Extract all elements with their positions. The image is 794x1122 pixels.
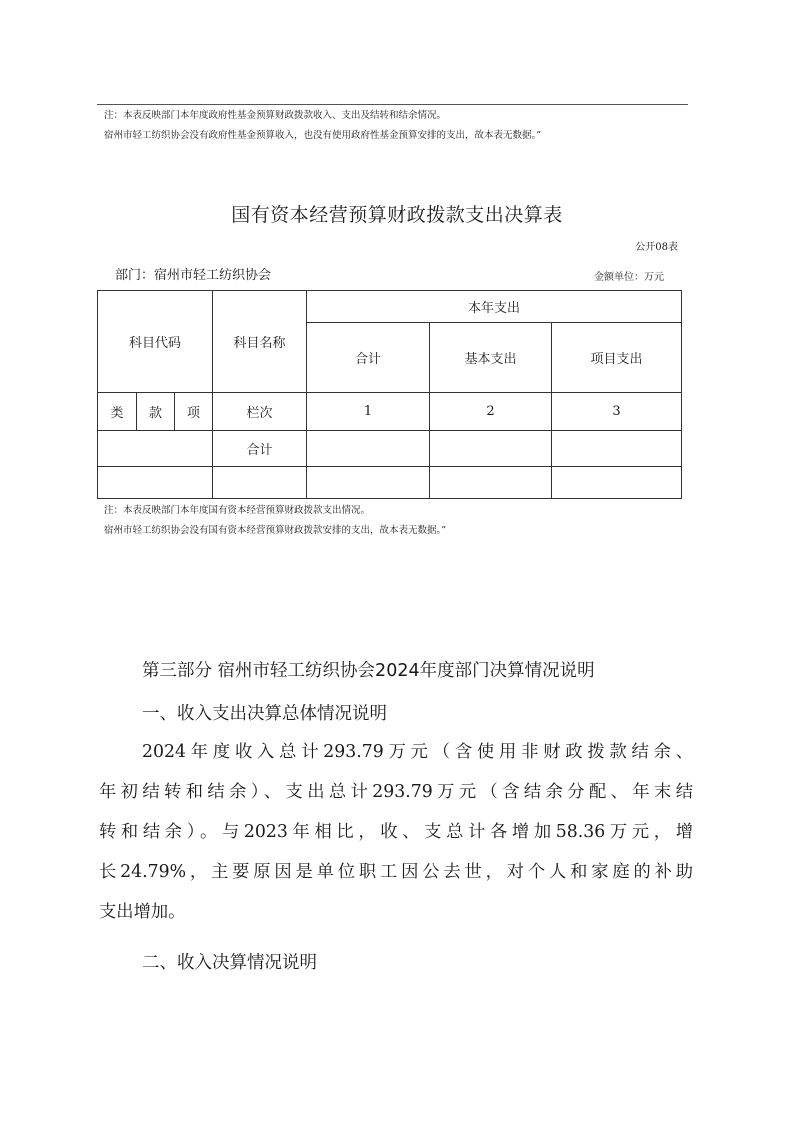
table-row: [98, 431, 682, 467]
table-title: 国有资本经营预算财政拨款支出决算表: [231, 204, 563, 226]
table-note-1: 注：本表反映部门本年度国有资本经营预算财政拨款支出情况。: [104, 505, 371, 516]
paragraph-line: 长24.79%，主要原因是单位职工因公去世，对个人和家庭的补助: [99, 862, 693, 882]
row-basic-cell: [430, 467, 552, 499]
header-basic-expenditure: 基本支出: [430, 323, 552, 393]
paragraph-line: 2024年度收入总计293.79万元（含使用非财政拨款结余、: [142, 742, 693, 762]
department-label: 部门：宿州市轻工纺织协会: [115, 268, 272, 283]
header-item: 项: [175, 393, 213, 431]
header-column-no: 栏次: [213, 393, 307, 431]
header-current-year-expenditure: 本年支出: [307, 291, 682, 323]
row-code-cell: [98, 467, 213, 499]
prev-note-2: 宿州市轻工纺织协会没有政府性基金预算收入，也没有使用政府性基金预算安排的支出，故本表无数据。”: [104, 130, 542, 141]
paragraph-line: 支出增加。: [99, 902, 186, 922]
header-project-expenditure: 项目支出: [552, 323, 682, 393]
row-code-cell: [98, 431, 213, 467]
section1-paragraph: [99, 732, 693, 932]
row-total-cell: [307, 431, 430, 467]
column-number-1: 1: [307, 393, 430, 431]
section1-heading: 一、收入支出决算总体情况说明: [142, 704, 387, 724]
top-rule: [97, 104, 688, 105]
paragraph-line: 转和结余）。与2023年相比，收、支总计各增加58.36万元，增: [99, 822, 693, 842]
header-subject-code: 科目代码: [98, 291, 213, 393]
row-name-cell: [213, 467, 307, 499]
header-section: 款: [137, 393, 175, 431]
form-number: 公开08表: [635, 242, 678, 253]
prev-note-1: 注：本表反映部门本年度政府性基金预算财政拨款收入、支出及结转和结余情况。: [104, 110, 447, 121]
row-project-cell: [552, 467, 682, 499]
header-subject-name: 科目名称: [213, 291, 307, 393]
row-project-cell: [552, 431, 682, 467]
table-row: [98, 467, 682, 499]
row-basic-cell: [430, 431, 552, 467]
amount-unit: 金额单位：万元: [594, 272, 664, 283]
column-number-2: 2: [430, 393, 552, 431]
row-total-cell: [307, 467, 430, 499]
column-number-3: 3: [552, 393, 682, 431]
row-name-cell: 合计: [213, 431, 307, 467]
header-total: 合计: [307, 323, 430, 393]
part3-heading: 第三部分 宿州市轻工纺织协会2024年度部门决算情况说明: [142, 661, 595, 681]
table-note-2: 宿州市轻工纺织协会没有国有资本经营预算财政拨款安排的支出，故本表无数据。”: [104, 525, 447, 536]
expenditure-table: [97, 290, 682, 499]
paragraph-line: 年初结转和结余）、支出总计293.79万元（含结余分配、年末结: [99, 782, 693, 802]
section2-heading: 二、收入决算情况说明: [142, 953, 317, 973]
header-category: 类: [98, 393, 137, 431]
